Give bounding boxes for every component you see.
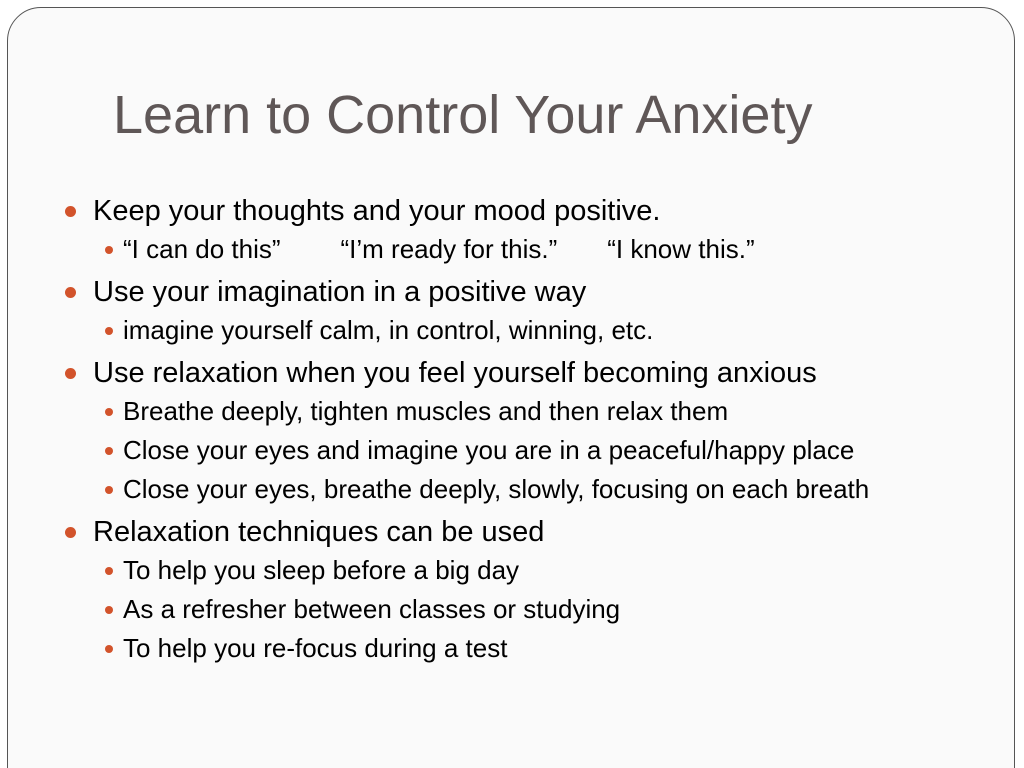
sub-bullet-item [93, 473, 962, 506]
sub-bullet-dot-icon [105, 645, 113, 653]
sub-bullet-text: Close your eyes and imagine you are in a peaceful/happy place [123, 435, 855, 465]
sub-bullet-text: Breathe deeply, tighten muscles and then relax them [123, 396, 729, 426]
bullet-item [62, 513, 962, 665]
sub-bullet-text: Close your eyes, breathe deeply, slowly, focusing on each breath [123, 474, 870, 504]
sub-bullet-dot-icon [105, 246, 113, 254]
sub-bullet-text: To help you re-focus during a test [123, 633, 508, 663]
sub-bullet-dot-icon [105, 447, 113, 455]
bullet-text: Relaxation techniques can be used [93, 516, 545, 548]
sub-bullet-dot-icon [105, 486, 113, 494]
sub-bullet-item [93, 314, 962, 347]
quote-text: “I know this.” [607, 234, 755, 264]
bullet-list [62, 192, 962, 672]
sub-bullet-dot-icon [105, 408, 113, 416]
bullet-item [62, 192, 962, 266]
sub-bullet-dot-icon [105, 327, 113, 335]
sub-bullet-item [93, 554, 962, 587]
quote-text: “I can do this” [123, 234, 281, 264]
bullet-item [62, 273, 962, 347]
sub-bullet-dot-icon [105, 606, 113, 614]
sub-bullet-item [93, 593, 962, 626]
sub-bullet-text: As a refresher between classes or studying [123, 594, 621, 624]
sub-bullet-item [93, 632, 962, 665]
sub-bullet-dot-icon [105, 567, 113, 575]
quote-text: “I’m ready for this.” [340, 234, 558, 264]
bullet-dot-icon [65, 206, 76, 217]
sub-bullet-list [93, 233, 962, 266]
bullet-text: Keep your thoughts and your mood positive. [93, 195, 661, 227]
bullet-item [62, 354, 962, 506]
sub-bullet-item [93, 233, 962, 266]
sub-bullet-list [93, 395, 962, 506]
sub-bullet-list [93, 314, 962, 347]
sub-bullet-text: imagine yourself calm, in control, winning, etc. [123, 315, 654, 345]
slide-title: Learn to Control Your Anxiety [113, 85, 813, 145]
bullet-text: Use relaxation when you feel yourself becoming anxious [93, 357, 817, 389]
bullet-dot-icon [65, 368, 76, 379]
bullet-dot-icon [65, 527, 76, 538]
bullet-dot-icon [65, 287, 76, 298]
bullet-text: Use your imagination in a positive way [93, 276, 587, 308]
sub-bullet-item [93, 434, 962, 467]
sub-bullet-text: To help you sleep before a big day [123, 555, 520, 585]
sub-bullet-list [93, 554, 962, 665]
sub-bullet-item [93, 395, 962, 428]
